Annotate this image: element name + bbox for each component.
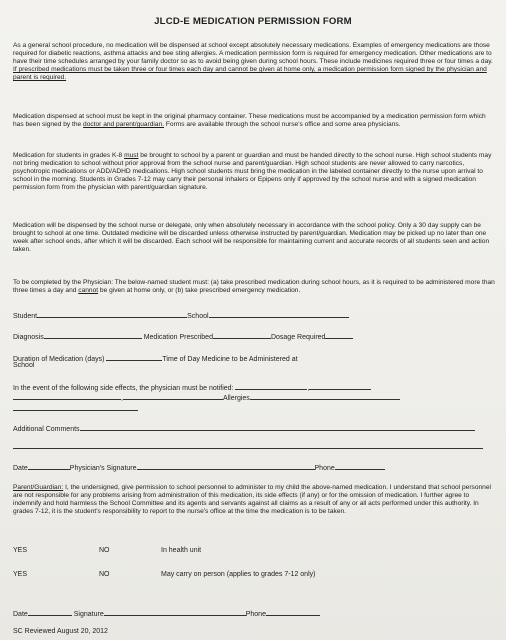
student-school-row [13, 310, 495, 321]
allergies-line-extra[interactable] [13, 410, 138, 411]
time-of-day-label: Time of Day Medicine to be Administered at [162, 356, 298, 363]
dosage-label: Dosage Required [270, 334, 326, 341]
phone-label: Phone [314, 465, 335, 472]
option-text: In health unit [161, 547, 202, 554]
no-option[interactable]: NO [99, 547, 110, 554]
school-time-label: School [13, 362, 35, 369]
signature-field[interactable] [104, 608, 246, 616]
container-text-b: Forms are available through the school nurse's office and some area physicians. [165, 121, 401, 129]
side-effect-field-2[interactable] [309, 382, 371, 390]
yes-option[interactable]: YES [13, 571, 28, 578]
grades-text-a: Medication for students in grades K-8 [13, 152, 123, 159]
physician-signature-field[interactable] [137, 462, 315, 470]
grades-text-underlined: must [124, 152, 139, 159]
bottom-phone-field[interactable] [266, 608, 320, 616]
form-title: JLCD-E MEDICATION PERMISSION FORM [154, 16, 352, 27]
duration-field[interactable] [106, 353, 162, 361]
bottom-phone-label: Phone [245, 611, 266, 618]
side-effects-label: In the event of the following side effects, the physician must be notified: [13, 385, 234, 392]
side-effect-comma-1: , [307, 385, 310, 392]
date-label: Date [13, 465, 28, 472]
physician-text-underlined: cannot [78, 287, 99, 295]
intro-text: As a general school procedure, no medication will be dispensed at school except absolutely necessary medications. Examples of emergency medications are those required for diabetic reactions, asthma attacks and bee sting allergies. A medication permission form is required for emergency medication. Other medications are to have their time schedules arranged by your family doctor so as to avoid being given during school hours. These include medicines required three or four times a day. [13, 42, 493, 66]
diagnosis-field[interactable] [44, 331, 142, 339]
dispense-paragraph [13, 222, 495, 254]
side-effect-comma-2: , [121, 395, 123, 402]
school-time-row [13, 362, 495, 370]
side-effect-field-1[interactable] [235, 382, 310, 392]
grades-paragraph [13, 152, 495, 192]
no-option[interactable]: NO [99, 571, 110, 578]
container-text-a: Medication dispensed at school must be kept in the original pharmacy container. These medications must be accompanied by a medication permission form which has been signed by the [13, 113, 486, 129]
option-row-health-unit [13, 547, 495, 555]
parent-signature-row [13, 608, 495, 619]
physician-text-b: be given at home only, or (b) take prescribed emergency medication. [99, 287, 301, 295]
option-text: May carry on person (applies to grades 7-12 only) [161, 571, 316, 578]
signature-label: Signature [73, 611, 104, 618]
physician-signature-label: Physician's Signature [69, 465, 137, 472]
footer-reviewed: SC Reviewed August 20, 2012 [13, 628, 108, 635]
side-effect-field-4[interactable] [123, 392, 223, 400]
allergies-row [13, 392, 495, 403]
grades-text-b: be brought to school by a parent or guardian and must be handed directly to the school nurse. High school students may not bring medication to school without prior approval from the school nurse and parent/guardian. High school students are never allowed to carry narcotics, psychotropic medications or ADD/ADHD medications. High school students must bring the medication in the labeled container directly to the nurse upon arrival to school in the morning. Students in Grades 7-12 may carry their personal inhalers or Epipens only if approved by the school nurse and with a signed medication permission form from the physician with parent/guardian signature. [13, 152, 492, 192]
allergies-label: Allergies [222, 395, 250, 402]
medication-prescribed-label: Medication Prescribed [143, 334, 213, 341]
medication-prescribed-field[interactable] [213, 331, 271, 339]
duration-label: Duration of Medication (days) [13, 356, 105, 363]
container-text-underlined: doctor and parent/guardian. [83, 121, 165, 129]
date-field[interactable] [28, 462, 70, 470]
bottom-date-label: Date [13, 611, 28, 618]
phone-field[interactable] [335, 462, 385, 470]
physician-paragraph [13, 279, 495, 295]
dosage-field[interactable] [325, 331, 353, 339]
comments-row [13, 423, 495, 434]
intro-underlined-text: If prescribed medications must be taken three or four times each day and cannot be given at home only, a medication permission form signed by the physician and parent is required. [13, 66, 487, 82]
diagnosis-label: Diagnosis [13, 334, 44, 341]
parent-text: I, the undersigned, give permission to school personnel to administer to my child the above-named medication. I understand that school personnel are not responsible for any problems arising from administration of this medication, its side effects (if any) or for the omission of medication. I further agree to indemnify and hold harmless the School Committee and its agents and servants against all claims as a result of any or all acts performed under this authority. In grades 7-12, it is the student's responsibility to report to the nurse's office at the time the medication is to be taken. [13, 484, 491, 516]
school-field[interactable] [209, 310, 349, 318]
comments-line-2[interactable] [13, 448, 483, 449]
dispense-text: Medication will be dispensed by the school nurse or delegate, only when absolutely necessary in accordance with the school policy. Only a 30 day supply can be brought to school at one time. Outdated medicine will be discarded unless otherwise instructed by parent/guardian. Medication may be picked up no later than one week after school ends, after which it will be discarded. Each school will be responsible for maintaining current and accurate records of all students seen and action taken. [13, 222, 490, 254]
option-row-carry [13, 571, 495, 579]
additional-comments-field[interactable] [80, 423, 475, 431]
yes-option[interactable]: YES [13, 547, 28, 554]
physician-signature-row [13, 462, 495, 473]
intro-paragraph [13, 42, 495, 82]
container-paragraph [13, 113, 495, 129]
parent-label: Parent/Guardian: [13, 484, 64, 491]
student-label: Student [13, 313, 38, 320]
diagnosis-row [13, 331, 495, 342]
bottom-date-field[interactable] [28, 608, 72, 616]
school-label: School [187, 313, 209, 320]
allergies-field[interactable] [250, 392, 400, 400]
parent-paragraph [13, 484, 495, 516]
student-field[interactable] [37, 310, 187, 318]
additional-comments-label: Additional Comments [13, 426, 80, 433]
side-effect-field-3[interactable] [13, 392, 121, 400]
physician-text-a: To be completed by the Physician: The below-named student must: (a) take prescribed medication during school hours, as it is required to be administered more than three times a day and [13, 279, 495, 295]
